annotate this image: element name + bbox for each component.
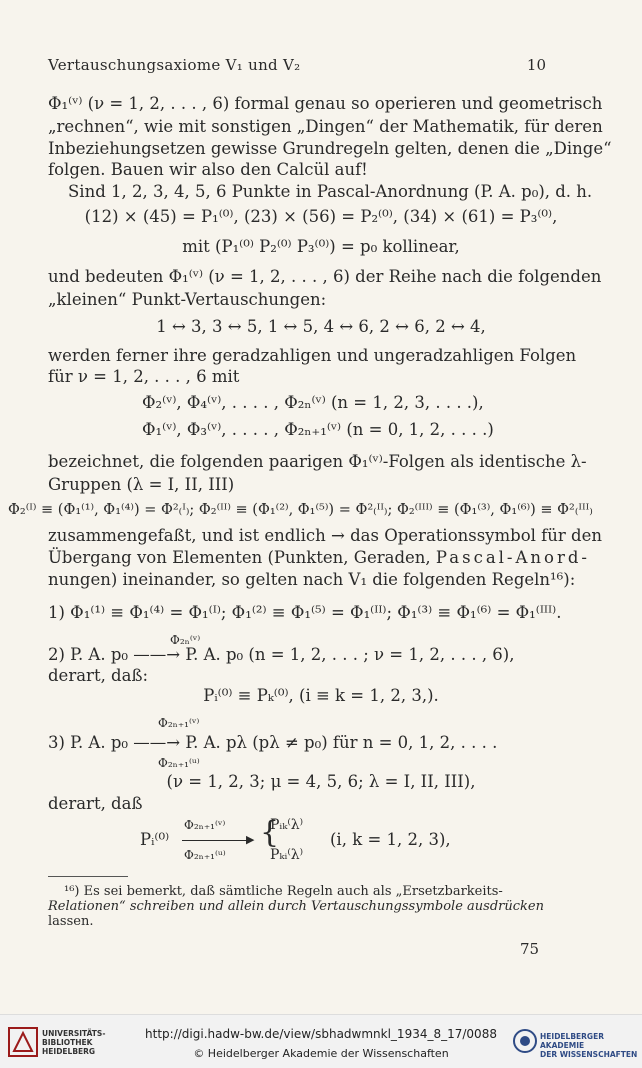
academy-label: HEIDELBERGER AKADEMIE DER WISSENSCHAFTEN <box>540 1032 638 1059</box>
text-line: folgen. Bauen wir also den Calcül auf! <box>48 160 368 179</box>
equation-line: Φ₂⁽ᵛ⁾, Φ₄⁽ᵛ⁾, . . . . , Φ₂ₙ⁽ᵛ⁾ (n = 1, 2, 3, . . . .), <box>142 393 484 412</box>
document-url-link[interactable]: http://digi.hadw-bw.de/view/sbhadwmnkl_1934_8_17/0088 <box>145 1027 497 1041</box>
rule-1: 1) Φ₁⁽¹⁾ ≡ Φ₁⁽⁴⁾ = Φ₁⁽ᴵ⁾; Φ₁⁽²⁾ ≡ Φ₁⁽⁵⁾ = Φ₁⁽ᴵᴵ⁾; Φ₁⁽³⁾ ≡ Φ₁⁽⁶⁾ = Φ₁⁽ᴵᴵᴵ⁾. <box>48 603 562 622</box>
arrow-label-top: Φ₂ₙ₊₁⁽ᵛ⁾ <box>158 716 200 730</box>
viewer-footer <box>0 1014 642 1068</box>
text-line: Gruppen (λ = I, II, III) <box>48 475 235 494</box>
equation-line: Φ₂⁽ᴵ⁾ ≡ (Φ₁⁽¹⁾, Φ₁⁽⁴⁾) = Φ²₍ᴵ₎; Φ₂⁽ᴵᴵ⁾ ≡ (Φ₁⁽²⁾, Φ₁⁽⁵⁾) = Φ²₍ᴵᴵ₎; Φ₂⁽ᴵᴵᴵ⁾ ≡ (Φ₁⁽³⁾, Φ₁⁽⁶⁾) ≡ Φ²₍ᴵᴵᴵ₎ <box>8 502 593 518</box>
text-line: zusammengefaßt, und ist endlich → das Operationssymbol für den <box>48 526 602 545</box>
text-line: derart, daß <box>48 794 143 813</box>
footnote-rule <box>48 876 128 877</box>
text-line: nungen) ineinander, so gelten nach V₁ die folgenden Regeln¹⁶): <box>48 570 576 589</box>
text-line: und bedeuten Φ₁⁽ᵛ⁾ (ν = 1, 2, . . . , 6) der Reihe nach die folgenden <box>48 267 602 286</box>
arrow-label-bottom: Φ₂ₙ₊₁⁽ᵘ⁾ <box>158 756 200 770</box>
point-symbol: Pᵢ⁽⁰⁾ <box>140 830 170 849</box>
text-line: Inbeziehungsetzen gewisse Grundregeln gelten, denen die „Dinge“ <box>48 139 612 158</box>
copyright-notice: © Heidelberger Akademie der Wissenschaften <box>193 1047 449 1060</box>
header-page-number: 10 <box>526 56 546 74</box>
text-line: Φ₁⁽ᵛ⁾ (ν = 1, 2, . . . , 6) formal genau so operieren und geometrisch <box>48 94 603 113</box>
text-line: für ν = 1, 2, . . . , 6 mit <box>48 367 240 386</box>
page-number: 75 <box>520 940 540 958</box>
text-line: „kleinen“ Punkt-Vertauschungen: <box>48 290 327 309</box>
equation-line: mit (P₁⁽⁰⁾ P₂⁽⁰⁾ P₃⁽⁰⁾) = p₀ kollinear, <box>182 237 460 256</box>
spaced-text: Pascal-Anord- <box>435 548 591 567</box>
equation-line: (ν = 1, 2, 3; μ = 4, 5, 6; λ = I, II, III), <box>166 772 476 791</box>
academy-logo-icon <box>512 1028 538 1054</box>
equation-line: Pᵢ⁽⁰⁾ ≡ Pₖ⁽⁰⁾, (i ≡ k = 1, 2, 3,). <box>203 686 439 705</box>
arrow-label-bottom: Φ₂ₙ₊₁⁽ᵘ⁾ <box>184 848 226 862</box>
university-library-label: UNIVERSITÄTS- BIBLIOTHEK HEIDELBERG <box>42 1029 106 1056</box>
index-range: (i, k = 1, 2, 3), <box>330 830 451 849</box>
text-span: Übergang von Elementen (Punkten, Geraden, <box>48 548 431 567</box>
arrow-label-top: Φ₂ₙ₊₁⁽ᵛ⁾ <box>184 818 226 832</box>
text-line: Sind 1, 2, 3, 4, 5, 6 Punkte in Pascal-Anordnung (P. A. p₀), d. h. <box>68 182 593 201</box>
rule-3: 3) P. A. p₀ ——→ P. A. pλ (pλ ≠ p₀) für n = 0, 1, 2, . . . . <box>48 733 498 752</box>
text-line: derart, daß: <box>48 666 149 685</box>
running-header: Vertauschungsaxiome V₁ und V₂ <box>48 56 301 74</box>
text-line: bezeichnet, die folgenden paarigen Φ₁⁽ᵛ⁾-Folgen als identische λ- <box>48 452 587 471</box>
result-bottom: Pₖᵢ⁽λ⁾ <box>270 847 304 863</box>
arrow-head: ▶ <box>246 833 255 846</box>
equation-line: Φ₁⁽ᵛ⁾, Φ₃⁽ᵛ⁾, . . . . , Φ₂ₙ₊₁⁽ᵛ⁾ (n = 0, 1, 2, . . . .) <box>142 420 494 439</box>
footnote-line: Relationen“ schreiben und allein durch Vertauschungssymbole ausdrücken <box>48 899 544 914</box>
text-line <box>0 548 642 568</box>
result-top: Pᵢₖ⁽λ⁾ <box>270 817 304 833</box>
footnote-line: lassen. <box>48 914 94 929</box>
equation-line: (12) × (45) = P₁⁽⁰⁾, (23) × (56) = P₂⁽⁰⁾, (34) × (61) = P₃⁽⁰⁾, <box>84 207 558 226</box>
brace: { <box>260 815 280 850</box>
rule-2: 2) P. A. p₀ ——→ P. A. p₀ (n = 1, 2, . . . ; ν = 1, 2, . . . , 6), <box>48 645 515 664</box>
arrow-label-top: Φ₂ₙ⁽ᵛ⁾ <box>170 633 201 647</box>
equation-line: 1 ↔ 3, 3 ↔ 5, 1 ↔ 5, 4 ↔ 6, 2 ↔ 6, 2 ↔ 4, <box>156 317 486 336</box>
text-line: werden ferner ihre geradzahligen und ungeradzahligen Folgen <box>48 346 577 365</box>
text-line: „rechnen“, wie mit sonstigen „Dingen“ der Mathematik, für deren <box>48 117 603 136</box>
footnote-line: ¹⁶) Es sei bemerkt, daß sämtliche Regeln auch als „Ersetzbarkeits- <box>64 884 503 899</box>
